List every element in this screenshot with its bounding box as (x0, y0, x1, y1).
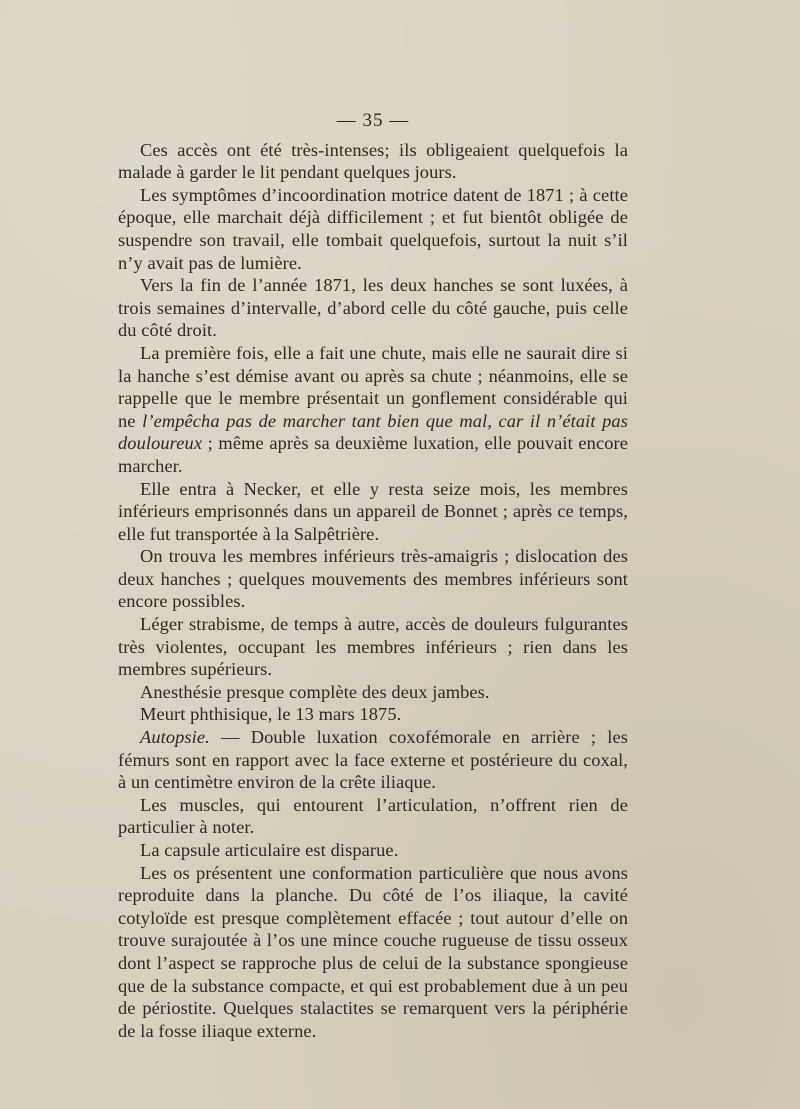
paragraph-luxation-hanches: Vers la fin de l’année 1871, les deux hanches se sont luxées, à trois semaines d’intervalle, d’abord celle du côté gauche, puis celle du côté droit. (118, 275, 628, 341)
page-content (118, 110, 628, 1042)
paragraph-premiere-fois-italic: l’empêcha pas de marcher tant bien que mal, car il n’était pas douloureux (118, 410, 628, 454)
paragraph-anesthesie: Anesthésie presque complète des deux jambes. (140, 681, 490, 702)
page-number: — 35 — (336, 110, 410, 131)
paragraph-capsule: La capsule articulaire est disparue. (140, 840, 399, 860)
paragraph-necker: Elle entra à Necker, et elle y resta seize mois, les membres inférieurs emprisonnés dans un appareil de Bonnet ; après ce temps, elle fut transportée à la Salpêtrière. (118, 478, 628, 544)
paragraph-os: Les os présentent une conformation particulière que nous avons reproduite dans la planche. Du côté de l’os iliaque, la cavité cotyloïde est presque complètement effacée ; tout autour d’elle on trouve surajoutée à l’os une mince couche rugueuse de tissu osseux dont l’aspect se rapproche plus de celui de la substance spongieuse que de la substance compacte, et qui est probablement due à un peu de périostite. Quelques stalactites se remarquent vers la périphérie de la fosse iliaque externe. (118, 862, 628, 1041)
paragraph-symptomes: Les symptômes d’incoordination motrice datent de 1871 ; à cette époque, elle marchait déjà difficilement ; et fut bientôt obligée de suspendre son travail, elle tombait quelquefois, surtout la nuit s’il n’y avait pas de lumière. (118, 184, 628, 273)
paragraph-deces: Meurt phthisique, le 13 mars 1875. (140, 704, 402, 725)
paragraph-premiere-fois (118, 342, 628, 478)
paragraph-acces: Ces accès ont été très-intenses; ils obligeaient quelquefois la malade à garder le lit pendant quelques jours. (118, 139, 628, 183)
paragraph-autopsie (118, 726, 628, 794)
paragraph-strabisme: Léger strabisme, de temps à autre, accès de douleurs fulgurantes très violentes, occupant les membres inférieurs ; rien dans les membres supérieurs. (118, 614, 628, 680)
paragraph-premiere-fois-end: ; même après sa deuxième luxation, elle pouvait encore marcher. (118, 433, 628, 476)
paragraph-muscles: Les muscles, qui entourent l’articulation, n’offrent rien de particulier à noter. (118, 794, 628, 838)
paragraph-membres: On trouva les membres inférieurs très-amaigris ; dislocation des deux hanches ; quelques mouvements des membres inférieurs sont encore possibles. (118, 546, 628, 612)
autopsie-heading: Autopsie. (140, 727, 210, 748)
paragraph-premiere-fois-text: La première fois, elle a fait une chute, mais elle ne saurait dire si la hanche s’est démise avant ou après sa chute ; néanmoins, elle se rappelle que le membre présentait un gonflement considérable qui ne (118, 342, 628, 431)
autopsie-text: — Double luxation coxofémorale en arrière ; les fémurs sont en rapport avec la face externe et postérieure du coxal, à un centimètre environ de la crête iliaque. (118, 727, 628, 793)
